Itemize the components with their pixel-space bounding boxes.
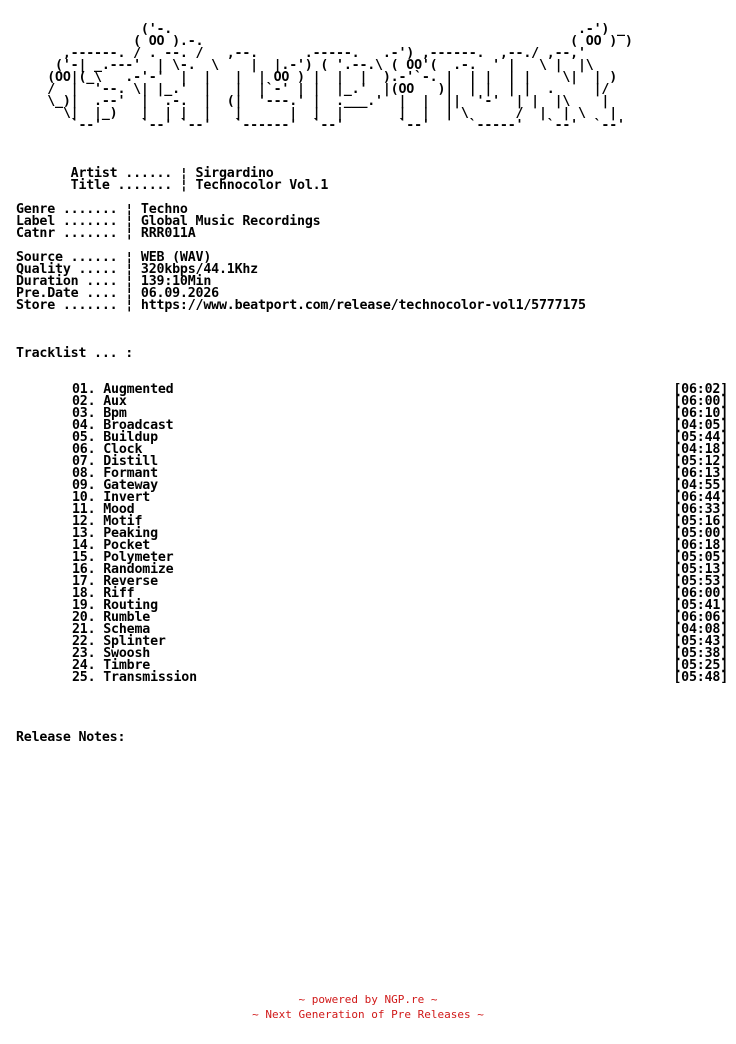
track-duration: [06:18] (673, 538, 728, 553)
track-row (72, 492, 728, 504)
quality-label: Quality ..... (16, 262, 126, 277)
track-row (72, 504, 728, 516)
track-row (72, 420, 728, 432)
track-number: 17. (72, 574, 96, 589)
track-duration: [06:06] (673, 610, 728, 625)
track-row (72, 480, 728, 492)
quality-value: 320kbps/44.1Khz (140, 262, 258, 277)
footer-tagline: ~ Next Generation of Pre Releases ~ (252, 1008, 484, 1021)
track-number: 21. (72, 622, 96, 637)
track-title: Reverse (103, 574, 158, 589)
track-title: Rumble (103, 610, 151, 625)
track-duration: [06:10] (673, 406, 728, 421)
store-link[interactable]: https://www.beatport.com/release/technocolor-vol1/5777175 (140, 298, 586, 313)
track-row (72, 528, 728, 540)
track-title: Riff (103, 586, 135, 601)
track-number: 10. (72, 490, 96, 505)
track-duration: [06:33] (673, 502, 728, 517)
track-title: Clock (103, 442, 143, 457)
ascii-logo (16, 24, 633, 132)
track-number: 03. (72, 406, 96, 421)
track-row (72, 456, 728, 468)
footer (0, 992, 736, 1022)
track-duration: [05:38] (673, 646, 728, 661)
track-duration: [06:44] (673, 490, 728, 505)
track-number: 11. (72, 502, 96, 517)
track-row (72, 600, 728, 612)
duration-label: Duration .... (16, 274, 126, 289)
track-number: 20. (72, 610, 96, 625)
track-row (72, 384, 728, 396)
footer-powered-by[interactable]: ~ powered by NGP.re ~ (298, 993, 438, 1006)
track-row (72, 624, 728, 636)
track-row (72, 636, 728, 648)
track-title: Swoosh (103, 646, 151, 661)
catnr-value: RRR011A (140, 226, 196, 241)
logo-line: ('-. .-') _ (16, 22, 625, 37)
track-row (72, 648, 728, 660)
genre-value: Techno (140, 202, 188, 217)
track-title: Pocket (103, 538, 151, 553)
track-row (72, 396, 728, 408)
logo-line: \| |_) | | | | | | | | | | | \ / | | \ | (16, 106, 618, 121)
source-label: Source ...... (16, 250, 126, 265)
logo-line: ('-| _.---' | \-. \ | |.-') ( '.--.\ ( OO'( .-. ' | \ | |\ (16, 58, 594, 73)
track-number: 02. (72, 394, 96, 409)
track-row (72, 516, 728, 528)
logo-line: \_)| .--' | .-. | (| '---.' | .___.' | | || '-' | | |\ | (16, 94, 610, 109)
track-row (72, 588, 728, 600)
track-number: 08. (72, 466, 96, 481)
track-title: Splinter (103, 634, 166, 649)
track-number: 15. (72, 550, 96, 565)
artist-label: Artist ...... (70, 166, 180, 181)
track-duration: [05:53] (673, 574, 728, 589)
track-row (72, 564, 728, 576)
track-duration: [05:43] (673, 634, 728, 649)
track-title: Buildup (103, 430, 158, 445)
track-title: Routing (103, 598, 158, 613)
track-duration: [06:00] (673, 394, 728, 409)
track-title: Mood (103, 502, 135, 517)
track-title: Bpm (103, 406, 127, 421)
track-duration: [05:12] (673, 454, 728, 469)
track-duration: [04:05] (673, 418, 728, 433)
track-duration: [05:16] (673, 514, 728, 529)
label-value: Global Music Recordings (140, 214, 321, 229)
track-duration: [05:00] (673, 526, 728, 541)
track-title: Randomize (103, 562, 174, 577)
track-number: 06. (72, 442, 96, 457)
track-number: 14. (72, 538, 96, 553)
track-title: Motif (103, 514, 143, 529)
track-duration: [06:00] (673, 586, 728, 601)
track-row (72, 468, 728, 480)
track-title: Aux (103, 394, 127, 409)
track-number: 13. (72, 526, 96, 541)
track-duration: [04:55] (673, 478, 728, 493)
title-value: Technocolor Vol.1 (195, 178, 329, 193)
track-duration: [06:13] (673, 466, 728, 481)
track-duration: [05:25] (673, 658, 728, 673)
track-number: 18. (72, 586, 96, 601)
duration-value: 139:10Min (140, 274, 212, 289)
track-row (72, 576, 728, 588)
track-duration: [04:18] (673, 442, 728, 457)
logo-line: / | '--. \| |_.' | | |`-' | | |_.' |(OO )| | | | | . |/ (16, 82, 610, 97)
logo-line: ,------. / . --. / ,--. .-----. .-') ,------. ,--./ ,--,' (16, 46, 586, 61)
track-title: Schema (103, 622, 151, 637)
track-row (72, 432, 728, 444)
title-label: Title ....... (70, 178, 180, 193)
track-title: Invert (103, 490, 151, 505)
tracklist-header: Tracklist ... : (16, 346, 134, 361)
track-title: Formant (103, 466, 158, 481)
store-label: Store ....... (16, 298, 126, 313)
logo-line: (OO|(_\ .-'-' | | | | OO ) | | | ).-'`-. | | | | | \| | ) (16, 70, 618, 85)
track-duration: [05:44] (673, 430, 728, 445)
tracklist (72, 384, 728, 684)
track-number: 09. (72, 478, 96, 493)
track-number: 22. (72, 634, 96, 649)
genre-label: Genre ....... (16, 202, 126, 217)
track-number: 05. (72, 430, 96, 445)
track-number: 16. (72, 562, 96, 577)
track-number: 24. (72, 658, 96, 673)
track-number: 01. (72, 382, 96, 397)
label-label: Label ....... (16, 214, 126, 229)
logo-line: `--' `--' `--' `------' `--' `--' `-----' `--' `--' (16, 118, 625, 133)
predate-value: 06.09.2026 (140, 286, 219, 301)
track-title: Gateway (103, 478, 158, 493)
logo-line: ( OO ).-. ( OO ) ) (16, 34, 633, 49)
track-duration: [04:08] (673, 622, 728, 637)
track-title: Broadcast (103, 418, 174, 433)
track-duration: [05:41] (673, 598, 728, 613)
track-number: 25. (72, 670, 96, 685)
track-duration: [06:02] (673, 382, 728, 397)
track-number: 07. (72, 454, 96, 469)
track-duration: [05:13] (673, 562, 728, 577)
catnr-label: Catnr ....... (16, 226, 126, 241)
release-info: Artist ...... ¦ Sirgardino Title ....... ¦ Technocolor Vol.1 Genre ....... ¦ Techno Label ....... ¦ Global Music Recordings Catnr ....... ¦ RRR011A Source ...... ¦ WEB (WAV) Quality ..... ¦ 320kbps/44.1Khz Duration .... ¦ 139:10Min Pre.Date .... ¦ 06.09.2026 Store ....... ¦ https://www.beatport.com/release/technocolor-vol1/5777175 (16, 166, 586, 313)
track-number: 23. (72, 646, 96, 661)
track-title: Polymeter (103, 550, 174, 565)
track-title: Timbre (103, 658, 151, 673)
predate-label: Pre.Date .... (16, 286, 126, 301)
track-number: 12. (72, 514, 96, 529)
track-title: Augmented (103, 382, 174, 397)
artist-value: Sirgardino (195, 166, 274, 181)
release-notes-label: Release Notes: (16, 730, 126, 745)
track-row (72, 672, 728, 684)
track-row (72, 444, 728, 456)
track-duration: [05:05] (673, 550, 728, 565)
source-value: WEB (WAV) (140, 250, 212, 265)
track-title: Peaking (103, 526, 158, 541)
track-row (72, 612, 728, 624)
track-duration: [05:48] (673, 670, 728, 685)
track-number: 19. (72, 598, 96, 613)
track-number: 04. (72, 418, 96, 433)
track-title: Transmission (103, 670, 197, 685)
track-title: Distill (103, 454, 158, 469)
